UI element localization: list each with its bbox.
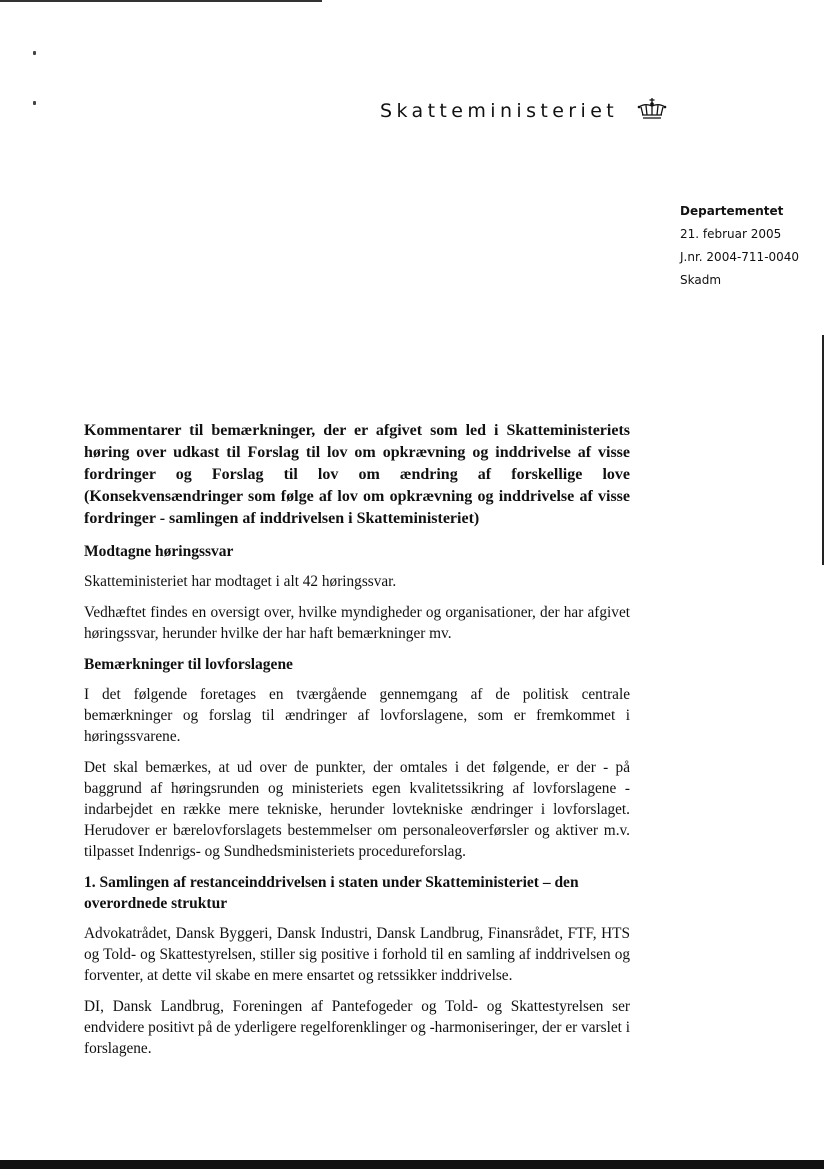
section-heading: 1. Samlingen af restanceinddrivelsen i staten under Skatteministeriet – den overordnede struktur: [84, 874, 579, 912]
paragraph: Det skal bemærkes, at ud over de punkter, der omtales i det følgende, er der - på baggrund af høringsrunden og ministeriets egen kvalitetssikring af lovforslagene - indarbejdet en række mere tekniske, herunder lovtekniske ændringer i lovforslaget. Herudover er bærelovforslagets bestemmelser om personaleoverførsler og aktiver m.v. tilpasset Indenrigs- og Sundhedsministeriets procedureforslag.: [84, 759, 630, 860]
paragraph: Vedhæftet findes en oversigt over, hvilke myndigheder og organisationer, der har afgivet høringssvar, herunder hvilke der har haft bemærkninger mv.: [84, 604, 630, 642]
document-body: [84, 420, 630, 1069]
paragraph: I det følgende foretages en tværgående gennemgang af de politisk centrale bemærkninger og forslag til ændringer af lovforslagene, som er fremkommet i høringssvarene.: [84, 686, 630, 745]
document-date: 21. februar 2005: [680, 227, 782, 241]
scan-top-line: [0, 0, 322, 2]
paragraph: Advokatrådet, Dansk Byggeri, Dansk Industri, Dansk Landbrug, Finansrådet, FTF, HTS og Told- og Skattestyrelsen, stiller sig positive i forhold til en samling af inddrivelsen og forventer, at dette vil skabe en mere ensartet og retssikker inddrivelse.: [84, 925, 630, 984]
royal-crown-icon: [636, 97, 668, 121]
scan-bottom-edge: [0, 1160, 824, 1169]
section-heading: Bemærkninger til lovforslagene: [84, 656, 293, 673]
scan-speck: [33, 101, 36, 105]
paragraph: DI, Dansk Landbrug, Foreningen af Pantefogeder og Told- og Skattestyrelsen ser endvidere positivt på de yderligere regelforenklinger og -harmoniseringer, der er varslet i forslagene.: [84, 998, 630, 1057]
paragraph: Skatteministeriet har modtaget i alt 42 høringssvar.: [84, 573, 397, 590]
office-code: Skadm: [680, 273, 722, 287]
journal-number: J.nr. 2004-711-0040: [680, 250, 800, 264]
scan-speck: [33, 51, 36, 55]
document-meta: [680, 200, 799, 292]
document-title: Kommentarer til bemærkninger, der er afgivet som led i Skatteministeriets høring over udkast til Forslag til lov om opkrævning og inddrivelse af visse fordringer og Forslag til lov om ændring af forskellige love (Konsekvensændringer som følge af lov om opkrævning og inddrivelse af visse fordringer - samlingen af inddrivelsen i Skatteministeriet): [84, 422, 630, 527]
section-heading: Modtagne høringssvar: [84, 543, 234, 560]
ministry-name: Skatteministeriet: [380, 100, 619, 122]
department-label: Departementet: [680, 204, 784, 218]
